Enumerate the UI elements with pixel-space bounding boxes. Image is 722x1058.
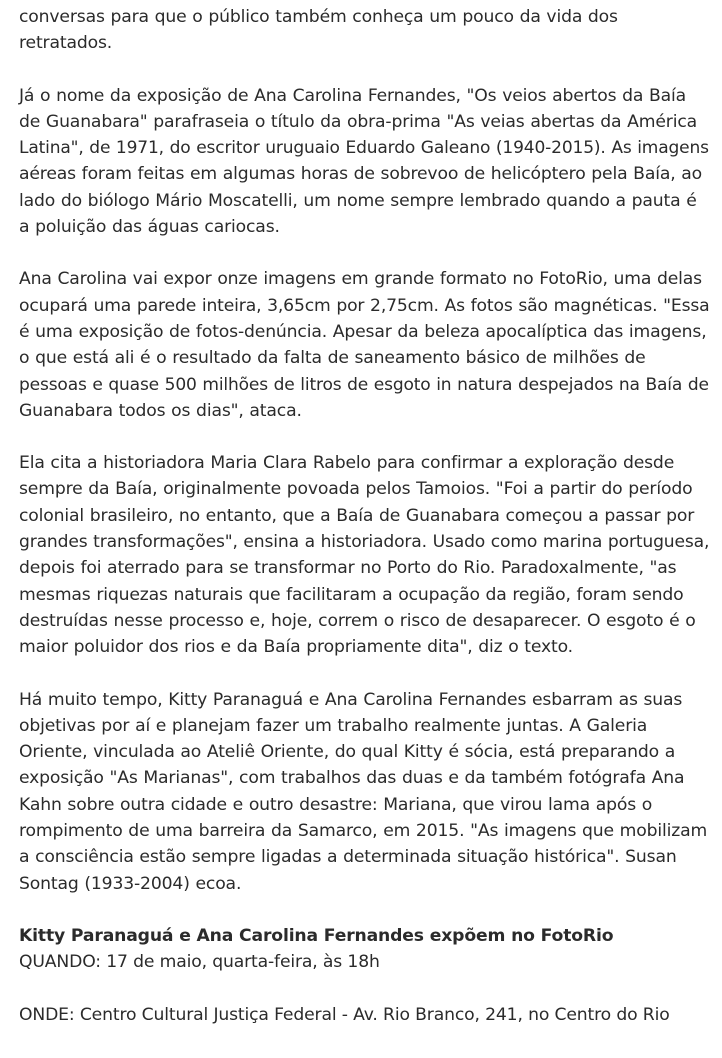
text-line: de Guanabara" parafraseia o título da obra-prima "As veias abertas da América [19,111,698,132]
text-line: lado do biólogo Mário Moscatelli, um nome sempre lembrado quando a pauta é [19,190,697,211]
text-line: pessoas e quase 500 milhões de litros de esgoto in natura despejados na Baía de [19,374,709,395]
event-info [19,923,709,1028]
text-line: a poluição das águas cariocas. [19,217,280,238]
event-where: ONDE: Centro Cultural Justiça Federal - Av. Rio Branco, 241, no Centro do Rio [19,1004,670,1025]
text-line: Ana Carolina vai expor onze imagens em grande formato no FotoRio, uma delas [19,269,702,290]
text-line: rompimento de uma barreira da Samarco, em 2015. "As imagens que mobilizam [19,821,708,842]
text-line: colonial brasileiro, no entanto, que a Baía de Guanabara começou a passar por [19,505,695,526]
text-line: mesmas riquezas naturais que facilitaram a ocupação da região, foram sendo [19,584,684,605]
text-line: a consciência estão sempre ligadas a determinada situação histórica". Susan [19,847,677,868]
text-line: Sontag (1933-2004) ecoa. [19,873,242,894]
text-line: é uma exposição de fotos-denúncia. Apesar da beleza apocalíptica das imagens, [19,321,707,342]
text-line: Há muito tempo, Kitty Paranaguá e Ana Carolina Fernandes esbarram as suas [19,689,683,710]
text-line: Guanabara todos os dias", ataca. [19,400,302,421]
text-line: exposição "As Marianas", com trabalhos das duas e da também fotógrafa Ana [19,768,685,789]
article-body [19,4,709,1054]
text-line: Oriente, vinculada ao Ateliê Oriente, do qual Kitty é sócia, está preparando a [19,742,676,763]
text-line: maior poluidor dos rios e da Baía propriamente dita", diz o texto. [19,637,573,658]
text-line: conversas para que o público também conheça um pouco da vida dos [19,7,618,27]
text-line: Latina", de 1971, do escritor uruguaio Eduardo Galeano (1940-2015). As imagens [19,138,709,159]
text-line: aéreas foram feitas em algumas horas de sobrevoo de helicóptero pela Baía, ao [19,164,702,185]
text-line: grandes transformações", ensina a historiadora. Usado como marina portuguesa, [19,532,710,553]
event-when: QUANDO: 17 de maio, quarta-feira, às 18h [19,952,380,973]
article-paragraph [19,266,709,424]
text-line: sempre da Baía, originalmente povoada pelos Tamoios. "Foi a partir do período [19,479,693,500]
article-paragraph [19,450,709,660]
event-title: Kitty Paranaguá e Ana Carolina Fernandes expõem no FotoRio [19,925,614,946]
text-line: retratados. [19,33,113,54]
text-line: ocupará uma parede inteira, 3,65cm por 2,75cm. As fotos são magnéticas. "Essa [19,295,710,316]
article-paragraph [19,687,709,897]
article-paragraph [19,4,709,57]
text-line: objetivas por aí e planejam fazer um trabalho realmente juntas. A Galeria [19,715,648,736]
text-line: depois foi aterrado para se transformar no Porto do Rio. Paradoxalmente, "as [19,558,677,579]
text-line: o que está ali é o resultado da falta de saneamento básico de milhões de [19,348,646,369]
text-line: Kahn sobre outra cidade e outro desastre: Mariana, que virou lama após o [19,794,653,815]
text-line: destruídas nesse processo e, hoje, correm o risco de desaparecer. O esgoto é o [19,610,696,631]
text-line: Já o nome da exposição de Ana Carolina Fernandes, "Os veios abertos da Baía [19,85,686,106]
article-paragraph [19,83,709,241]
text-line: Ela cita a historiadora Maria Clara Rabelo para confirmar a exploração desde [19,453,675,474]
